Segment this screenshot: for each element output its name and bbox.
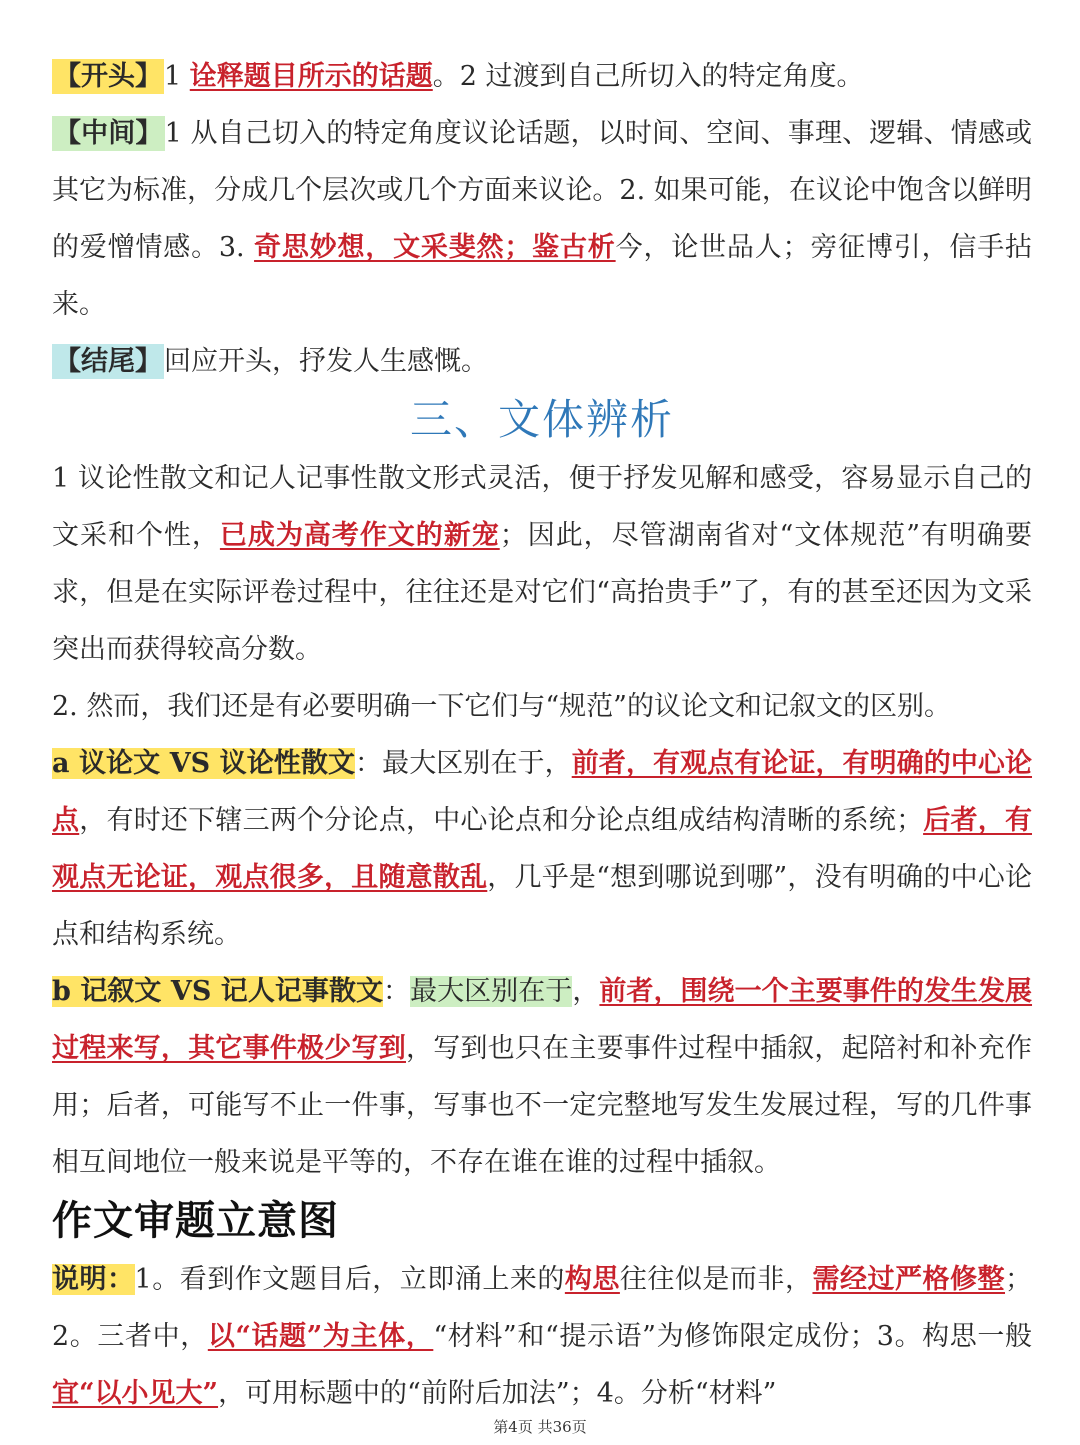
tag-ending: 【结尾】 [54,346,162,377]
emphasis: 构思 [564,1264,620,1295]
text: ： [383,976,411,1007]
document-page [52,48,1032,1422]
para-middle [52,105,1032,333]
tag-explain: 说明： [52,1264,135,1295]
text: ，可用标题中的“前附后加法”；4。分析“材料” [218,1378,777,1409]
tag-opening: 【开头】 [54,61,162,92]
highlight: 最大区别在于 [410,976,573,1007]
tag-compare-a: a 议论文 VS 议论性散文 [52,748,356,779]
big-title: 作文审题立意图 [52,1197,339,1244]
para-genre-b [52,963,1032,1191]
page-footer: 第4页 共36页 [493,1418,587,1436]
tag-middle: 【中间】 [54,118,163,149]
text: ；因此，尽管湖南省对“文体规范”有明确要求，但是在实际评卷过程中，往往还是对它们“高抬贵手”了，有的甚至还因为文采突出而获得较高分数。 [52,520,1033,665]
text: ；2。三者中， [52,1264,1033,1352]
text: 1 从自己切入的特定角度议论话题，以时间、空间、事理、逻辑、情感或其它为标准，分成几个层次或几个方面来议论。2. 如果可能，在议论中饱含以鲜明的爱憎情感。3. [52,118,1033,263]
text: 1 议论性散文和记人记事性散文形式灵活，便于抒发见解和感受，容易显示自己的文采和个性， [52,463,1032,551]
emphasis: 前者，有观点有论证，有明确的中心论点 [52,748,1033,836]
text: 1。看到作文题目后，立即涌上来的 [134,1264,565,1295]
text: 。2 过渡到自己所切入的特定角度。 [432,61,864,92]
para-genre-2 [52,678,1032,735]
text: ，有时还下辖三两个分论点，中心论点和分论点组成结构清晰的系统； [79,805,924,836]
para-opening [52,48,1032,105]
para-genre-1 [52,450,1032,678]
text: ， [572,976,600,1007]
emphasis: 需经过严格修整 [812,1264,1006,1295]
text: ：最大区别在于， [355,748,572,779]
emphasis: 前者，围绕一个主要事件的发生发展过程来写，其它事件极少写到 [52,976,1033,1064]
emphasis: 奇思妙想，文采斐然；鉴古析 [254,232,616,263]
emphasis: 以“话题”为主体， [207,1321,434,1352]
emphasis: 已成为高考作文的新宠 [219,520,500,551]
para-ending [52,333,1032,390]
text: 2. 然而，我们还是有必要明确一下它们与“规范”的议论文和记叙文的区别。 [52,691,951,722]
text: “材料”和“提示语”为修饰限定成份；3。构思一般 [433,1321,1032,1352]
emphasis: 诠释题目所示的话题 [189,61,433,92]
text: ，几乎是“想到哪说到哪”，没有明确的中心论点和结构系统。 [52,862,1033,950]
text: ，写到也只在主要事件过程中插叙，起陪衬和补充作用；后者，可能写不止一件事，写事也不一定完整地写发生发展过程，写的几件事相互间地位一般来说是平等的，不存在谁在谁的过程中插叙。 [52,1033,1033,1178]
para-genre-a [52,735,1032,963]
text: 1 [164,61,190,92]
section-title: 三、文体辨析 [409,395,674,444]
para-explain [52,1251,1032,1422]
emphasis: 宜“以小见大” [52,1378,219,1409]
text: 回应开头，抒发人生感慨。 [164,346,488,377]
tag-compare-b: b 记叙文 VS 记人记事散文 [52,976,384,1007]
text: 今，论世品人；旁征博引，信手拈来。 [52,232,1033,320]
emphasis: 后者，有观点无论证，观点很多，且随意散乱 [52,805,1033,893]
text: 往往似是而非， [619,1264,813,1295]
